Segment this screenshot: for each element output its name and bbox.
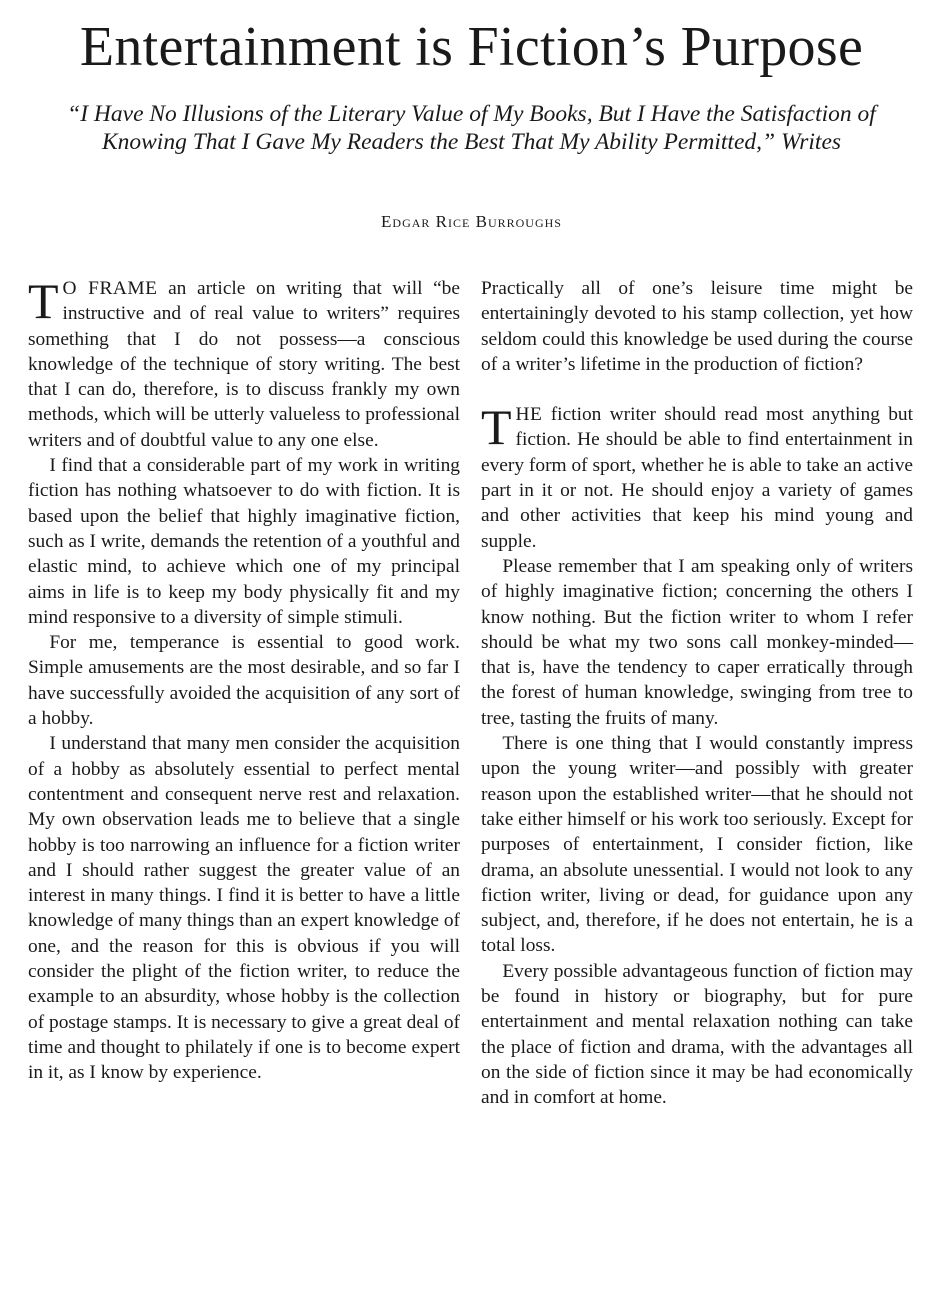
- left-paragraph-2: I find that a considerable part of my work in writing fiction has nothing whatsoever to do with fiction. It is based upon the belief that highly imaginative fiction, such as I write, demands the retention of a youthful and elastic mind, to achieve which one of my principal aims in life is to keep my body physically fit and my mind responsive to a diversity of simple stimuli.: [28, 455, 460, 628]
- left-paragraph-4: I understand that many men consider the acquisition of a hobby as absolutely essential to perfect mental contentment and consequent nerve rest and relaxation. My own observation leads me to believe that a single hobby is too narrowing an influence for a fiction writer and I should rather suggest the greater value of an interest in many things. I find it is better to have a little knowledge of many things than an expert knowledge of one, and the reason for this is obvious if you will consider the plight of the fiction writer, to reduce the example to an absurdity, whose hobby is the collection of postage stamps. It is necessary to give a great deal of time and thought to philately if one is to become expert in it, as I know by experience.: [28, 733, 460, 1084]
- right-paragraph-3: Please remember that I am speaking only of writers of highly imaginative fiction; concerning the others I know nothing. But the fiction writer to whom I refer should be what my two sons call monkey-minded—that is, have the tendency to caper erratically through the forest of human knowledge, swinging from tree to tree, tasting the fruits of many.: [481, 555, 913, 729]
- right-column: [481, 276, 913, 1111]
- article-title: Entertainment is Fiction’s Purpose: [79, 16, 864, 78]
- left-paragraph-3: For me, temperance is essential to good work. Simple amusements are the most desirable, and so far I have successfully avoided the acquisition of any sort of a hobby.: [28, 632, 460, 730]
- right-paragraph-5: Every possible advantageous function of fiction may be found in history or biography, but for pure entertainment and mental relaxation nothing can take the place of fiction and drama, with the advantages all on the side of fiction since it may be had economically and in comfort at home.: [481, 960, 913, 1109]
- lead-in-caps: O FRAME: [62, 278, 158, 299]
- right-paragraph-4: There is one thing that I would constantly impress upon the young writer—and possibly with greater reason upon the established writer—that he should not take either himself or his work too seriously. Except for purposes of entertainment, I consider fiction, like drama, an absolute unessential. I would not look to any fiction writer, living or dead, for guidance upon any subject, and, therefore, if he does not entertain, he is a total loss.: [481, 733, 913, 957]
- paragraph-text: fiction writer should read most anything but fiction. He should be able to find entertainment in every form of sport, whether he is able to take an active part in it or not. He should enjoy a variety of games and other activities that keep his mind young and supple.: [481, 404, 913, 552]
- drop-cap: T: [481, 399, 512, 456]
- paragraph-text: an article on writing that will “be instructive and of real value to writers” requires something that I do not possess—a conscious knowledge of the technique of story writing. The best that I can do, therefore, is to discuss frankly my own methods, which will be utterly valueless to professional writers and of doubtful value to any one else.: [28, 278, 460, 451]
- lead-in-caps: HE: [515, 404, 543, 426]
- right-paragraph-2: [481, 399, 913, 554]
- right-paragraph-1: Practically all of one’s leisure time might be entertainingly devoted to his stamp collection, yet how seldom could this knowledge be used during the course of a writer’s lifetime in the production of fiction?: [481, 278, 913, 375]
- article-subtitle: “I Have No Illusions of the Literary Value of My Books, But I Have the Satisfaction of Knowing That I Gave My Readers the Best That My Ability Permitted,” Writes: [67, 101, 876, 155]
- left-paragraph-1: [28, 273, 460, 453]
- drop-cap: T: [28, 273, 59, 329]
- left-column: [28, 273, 460, 1086]
- author-byline: Edgar Rice Burroughs: [381, 212, 562, 231]
